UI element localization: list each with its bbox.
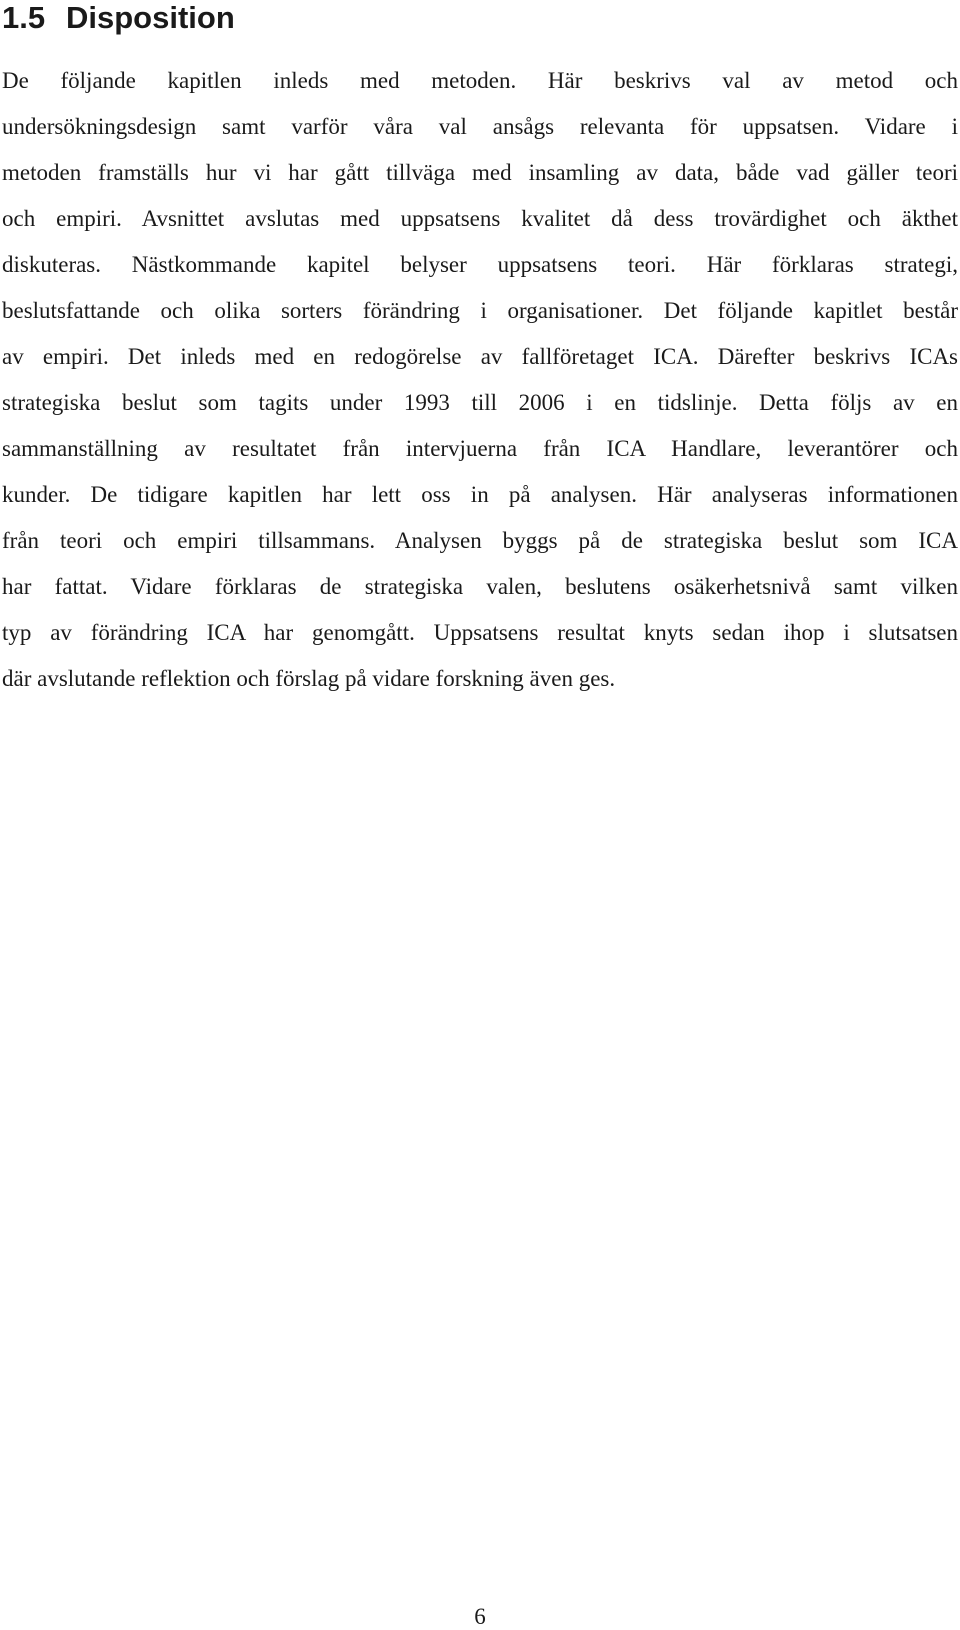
paragraph-line: och empiri. Avsnittet avslutas med uppsatsens kvalitet då dess trovärdighet och äkthet — [2, 206, 958, 231]
paragraph-line: av empiri. Det inleds med en redogörelse av fallföretaget ICA. Därefter beskrivs ICAs — [2, 344, 958, 369]
section-number: 1.5 — [2, 0, 46, 35]
body-paragraph — [2, 58, 958, 702]
paragraph-line: strategiska beslut som tagits under 1993 till 2006 i en tidslinje. Detta följs av en — [2, 390, 958, 415]
paragraph-line: De följande kapitlen inleds med metoden. Här beskrivs val av metod och — [2, 68, 958, 93]
paragraph-line: har fattat. Vidare förklaras de strategiska valen, beslutens osäkerhetsnivå samt vilken — [2, 574, 958, 599]
paragraph-line: sammanställning av resultatet från intervjuerna från ICA Handlare, leverantörer och — [2, 436, 958, 461]
paragraph-line: där avslutande reflektion och förslag på vidare forskning även ges. — [2, 666, 616, 691]
paragraph-line: kunder. De tidigare kapitlen har lett oss in på analysen. Här analyseras informationen — [2, 482, 958, 507]
paragraph-line: från teori och empiri tillsammans. Analysen byggs på de strategiska beslut som ICA — [2, 528, 958, 553]
paragraph-line: undersökningsdesign samt varför våra val ansågs relevanta för uppsatsen. Vidare i — [2, 114, 958, 139]
paragraph-line: metoden framställs hur vi har gått tillväga med insamling av data, både vad gäller teori — [2, 160, 958, 185]
page-number: 6 — [474, 1604, 486, 1629]
paragraph-line: diskuteras. Nästkommande kapitel belyser uppsatsens teori. Här förklaras strategi, — [2, 252, 958, 277]
section-heading — [2, 0, 235, 36]
section-title: Disposition — [66, 0, 235, 35]
paragraph-line: typ av förändring ICA har genomgått. Uppsatsens resultat knyts sedan ihop i slutsatsen — [2, 620, 958, 645]
paragraph-line: beslutsfattande och olika sorters förändring i organisationer. Det följande kapitlet består — [2, 298, 958, 323]
